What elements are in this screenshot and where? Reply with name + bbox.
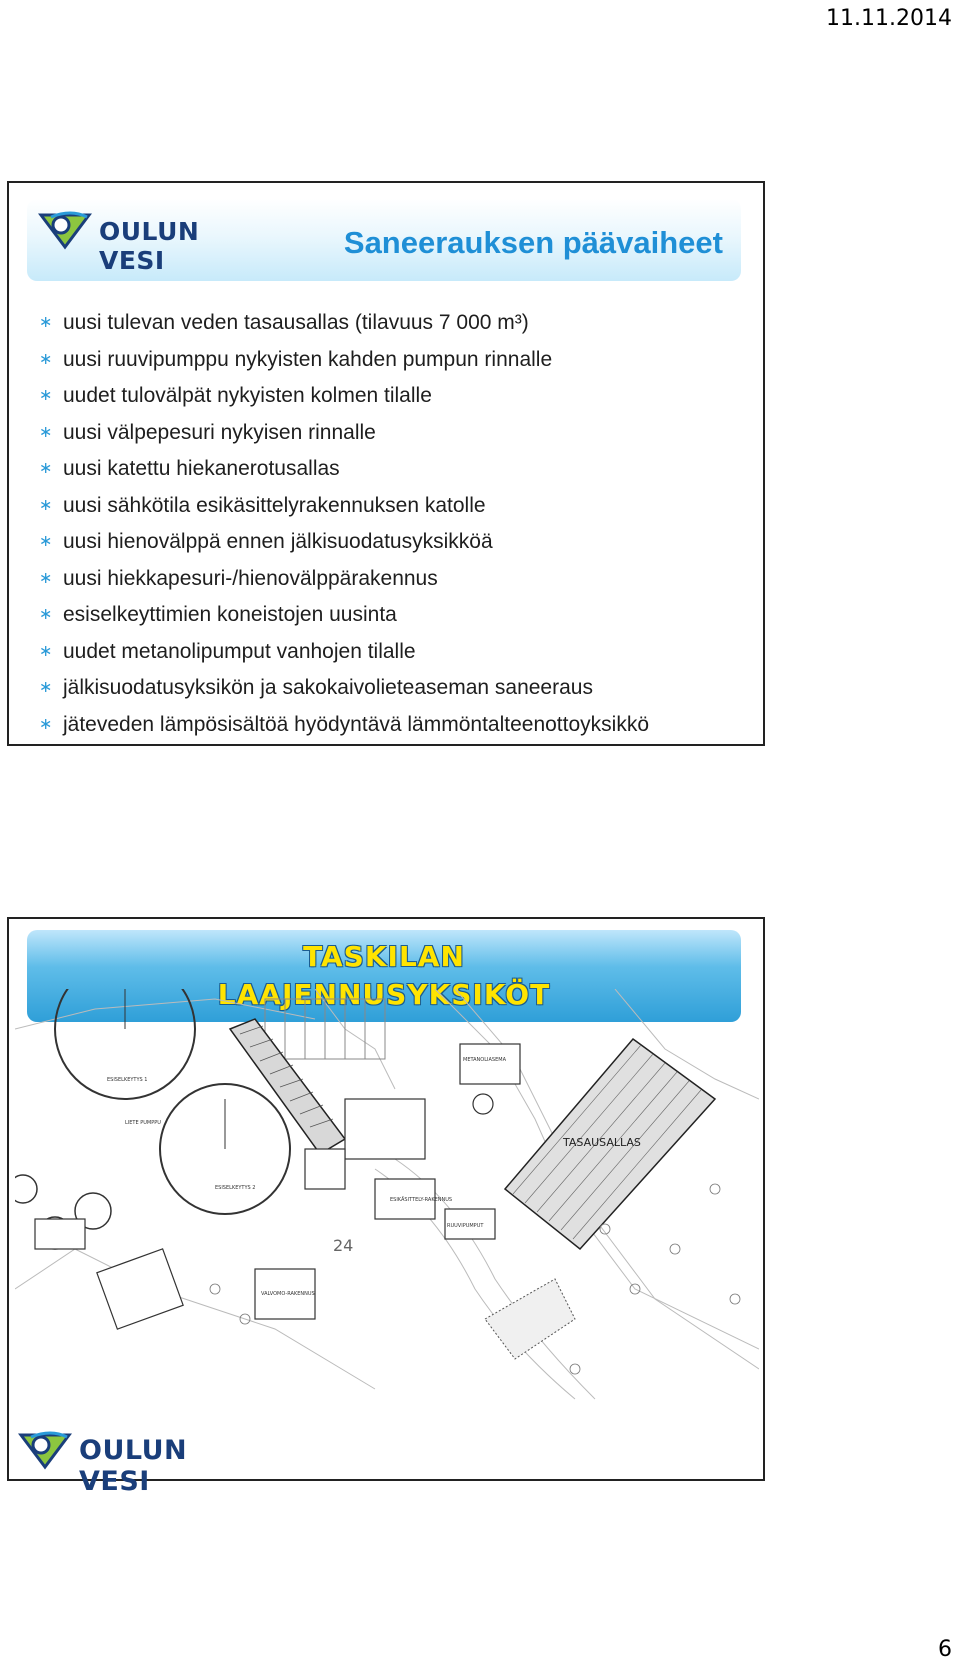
slide-expansion-units <box>7 917 765 1497</box>
list-item: ∗ uusi tulevan veden tasausallas (tilavuus 7 000 m³) <box>39 305 649 342</box>
slide-header <box>27 199 741 281</box>
list-item: ∗ uudet tulovälpät nykyisten kolmen tilalle <box>39 378 649 415</box>
bullet-icon: ∗ <box>39 496 53 514</box>
site-plan-map <box>15 989 759 1409</box>
bullet-icon: ∗ <box>39 460 53 477</box>
bullet-icon: ∗ <box>39 715 53 733</box>
oulun-vesi-logo-bottom <box>17 1427 237 1497</box>
label-24: 24 <box>333 1236 354 1255</box>
bullet-icon: ∗ <box>39 533 53 550</box>
list-item: ∗ uusi sähkötila esikäsittelyrakennuksen katolle <box>39 488 649 525</box>
list-item: ∗ uusi hiekkapesuri-/hienovälppärakennus <box>39 561 649 598</box>
list-item: ∗ jälkisuodatusyksikön ja sakokaivolieteaseman saneeraus <box>39 670 649 707</box>
oulun-vesi-logo-icon <box>17 1427 73 1471</box>
label-ruuvipumput: RUUVIPUMPUT <box>447 1223 484 1229</box>
bullet-icon: ∗ <box>39 387 53 404</box>
page-number: 6 <box>938 1637 952 1662</box>
list-item: ∗ uusi ruuvipumppu nykyisten kahden pumpun rinnalle <box>39 342 649 379</box>
methanol-station <box>460 1044 520 1114</box>
logo-text: OULUN VESI <box>99 217 200 275</box>
list-item: ∗ uudet metanolipumput vanhojen tilalle <box>39 634 649 671</box>
bullet-icon: ∗ <box>39 350 53 368</box>
slide-title-line1: TASKILAN <box>303 940 465 973</box>
label-esiselkeytys-1: ESISELKEYTYS 1 <box>107 1077 148 1083</box>
slide-renovation-phases <box>7 181 765 746</box>
clarifier-2 <box>160 1084 290 1214</box>
page-date: 11.11.2014 <box>826 6 952 31</box>
oulun-vesi-logo-icon <box>37 207 93 251</box>
bullet-icon: ∗ <box>39 642 53 660</box>
bullet-icon: ∗ <box>39 569 53 587</box>
label-tasausallas: TASAUSALLAS <box>563 1136 641 1149</box>
label-esikasittely: ESIKÄSITTELY-RAKENNUS <box>390 1197 453 1203</box>
list-item: ∗ uusi katettu hiekanerotusallas <box>39 451 649 488</box>
list-item: ∗ esiselkeyttimien koneistojen uusinta <box>39 597 649 634</box>
oulun-vesi-logo <box>37 207 237 275</box>
slide-title: Saneerauksen päävaiheet <box>343 225 723 260</box>
bullet-icon: ∗ <box>39 679 53 696</box>
svg-text:METANOLIASEMA: METANOLIASEMA <box>463 1057 506 1063</box>
bullet-icon: ∗ <box>39 314 53 331</box>
label-esiselkeytys-2: ESISELKEYTYS 2 <box>215 1185 256 1191</box>
bullet-icon: ∗ <box>39 423 53 441</box>
equalization-basin <box>505 1039 715 1249</box>
list-item: ∗ uusi hienovälppä ennen jälkisuodatusyksikköä <box>39 524 649 561</box>
list-item: ∗ jäteveden lämpösisältöä hyödyntävä lämmöntalteenottoyksikkö <box>39 707 649 744</box>
slide-title-line2: LAAJENNUSYKSIKÖT <box>217 978 551 1011</box>
logo-text: OULUN VESI <box>79 1435 188 1497</box>
list-item: ∗ uusi välpepesuri nykyisen rinnalle <box>39 415 649 452</box>
clarifier-1 <box>55 989 195 1099</box>
label-liete-pumppu: LIETE PUMPPU <box>125 1120 161 1126</box>
label-valvomo: VALVOMO-RAKENNUS <box>261 1291 315 1297</box>
phase-list <box>39 305 649 743</box>
bullet-icon: ∗ <box>39 606 53 623</box>
